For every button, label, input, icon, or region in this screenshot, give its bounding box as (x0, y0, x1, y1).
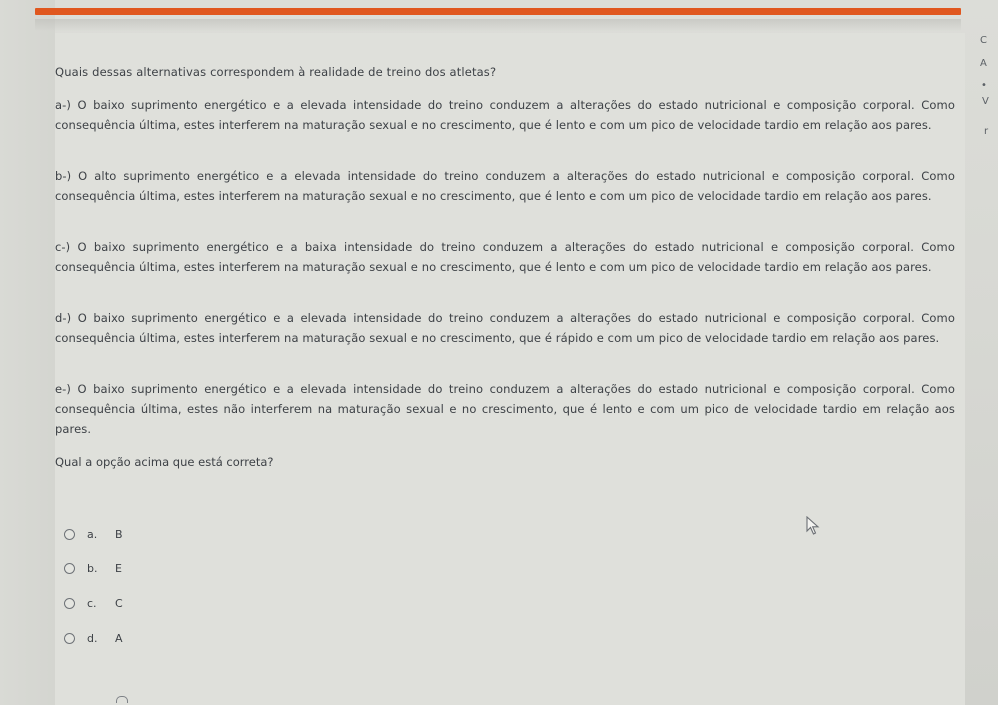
choice-c[interactable] (64, 591, 184, 615)
alternative-c: c-) O baixo suprimento energético e a baixa intensidade do treino conduzem a alterações do estado nutricional e composição corporal. Como consequência última, estes interferem na maturação sexual e no crescimento, que é lento e com um pico de velocidade tardio em relação aos pares. (55, 240, 955, 274)
choice-value: E (115, 561, 122, 575)
partial-radio-button (116, 696, 128, 703)
question-prompt: Quais dessas alternativas correspondem à realidade de treino dos atletas? (55, 65, 497, 79)
edge-fragment-text: V (982, 96, 989, 107)
mouse-cursor-icon (806, 516, 820, 536)
choice-b[interactable] (64, 556, 184, 580)
choice-value: A (115, 631, 123, 645)
left-margin (0, 0, 55, 705)
choice-value: C (115, 596, 123, 610)
alternative-a: a-) O baixo suprimento energético e a elevada intensidade do treino conduzem a alterações do estado nutricional e composição corporal. Como consequência última, estes interferem na maturação sexual e no crescimento, que é lento e com um pico de velocidade tardio em relação aos pares. (55, 98, 955, 132)
edge-fragment-text: r (984, 126, 989, 137)
choice-a[interactable] (64, 522, 184, 546)
accent-bar-shadow (35, 19, 961, 31)
choice-value: B (115, 527, 123, 541)
radio-button[interactable] (64, 529, 75, 540)
alternative-b: b-) O alto suprimento energético e a elevada intensidade do treino conduzem a alterações do estado nutricional e composição corporal. Como consequência última, estes interferem na maturação sexual e no crescimento, que é lento e com um pico de velocidade tardio em relação aos pares. (55, 169, 955, 203)
accent-bar (35, 8, 961, 15)
choice-letter: b. (87, 561, 98, 575)
edge-fragment-text: A (980, 58, 987, 69)
choice-letter: c. (87, 596, 97, 610)
alternative-e: e-) O baixo suprimento energético e a elevada intensidade do treino conduzem a alterações do estado nutricional e composição corporal. Como consequência última, estes não interferem na maturação sexual e no crescimento, que é lento e com um pico de velocidade tardio em relação aos pares. (55, 382, 955, 436)
edge-fragment-text: • (981, 80, 987, 91)
radio-button[interactable] (64, 633, 75, 644)
alternative-d: d-) O baixo suprimento energético e a elevada intensidade do treino conduzem a alterações do estado nutricional e composição corporal. Como consequência última, estes interferem na maturação sexual e no crescimento, que é rápido e com um pico de velocidade tardio em relação aos pares. (55, 311, 955, 345)
edge-fragment-text: C (980, 35, 987, 46)
question-text: Qual a opção acima que está correta? (55, 455, 274, 469)
radio-button[interactable] (64, 563, 75, 574)
choice-letter: a. (87, 527, 98, 541)
choice-letter: d. (87, 631, 98, 645)
radio-button[interactable] (64, 598, 75, 609)
choice-d[interactable] (64, 626, 184, 650)
